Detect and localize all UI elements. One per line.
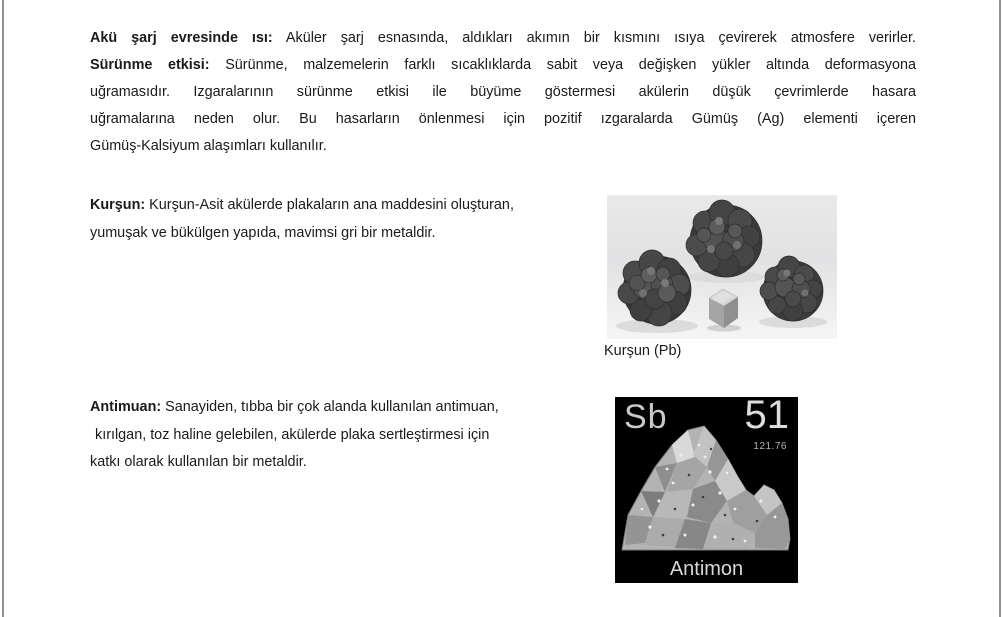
text-line: [90, 449, 610, 477]
text-line: [90, 191, 595, 219]
line-text: Kurşun-Asit akülerde plakaların ana maddesini oluşturan,: [145, 197, 514, 213]
text-line: [90, 394, 610, 422]
text-line: [90, 219, 595, 247]
line-text: uğramasıdır. Izgaralarının sürünme etkisi ile büyüme göstermesi akülerin düşük çevrimlerde hasara: [90, 84, 916, 100]
lead-nodule-cluster-right: [760, 256, 823, 321]
lead-nodules-and-cube-drawing: [607, 195, 837, 339]
page-edge-right: [999, 0, 1001, 617]
line-text: Sanayiden, tıbba bir çok alanda kullanılan antimuan,: [161, 399, 499, 415]
text-line: [90, 25, 916, 52]
line-text: yumuşak ve bükülgen yapıda, mavimsi gri bir metaldir.: [90, 225, 436, 241]
metal-cube: [709, 289, 738, 328]
lead-image-caption: Kurşun (Pb): [604, 343, 682, 359]
paragraph-charge-heat: [90, 25, 916, 160]
element-atomic-mass: 121.76: [753, 441, 787, 452]
line-text: Gümüş-Kalsiyum alaşımları kullanılır.: [90, 138, 327, 154]
paragraph-antimony: [90, 394, 610, 477]
bold-lead: Kurşun:: [90, 197, 146, 213]
element-symbol: Sb: [624, 398, 668, 436]
line-text: katkı olarak kullanılan bir metaldir.: [90, 454, 307, 470]
antimony-element-image: [615, 397, 798, 583]
line-text: kırılgan, toz haline gelebilen, akülerde plaka sertleştirmesi için: [95, 426, 490, 443]
text-line: [90, 52, 916, 79]
lead-nodule-cluster-center: [686, 200, 762, 277]
bold-lead: Sürünme etkisi:: [90, 57, 210, 73]
bold-lead: Akü şarj evresinde ısı:: [90, 30, 273, 46]
page-edge-left: [2, 0, 4, 617]
lead-sample-image: [607, 195, 837, 339]
line-text: Sürünme, malzemelerin farklı sıcaklıklarda sabit veya değişken yükler altında deformasyona: [209, 57, 916, 73]
text-line: [90, 79, 916, 106]
paragraph-lead: [90, 191, 595, 247]
element-name-caption: Antimon: [669, 558, 744, 580]
line-text: Aküler şarj esnasında, aldıkları akımın bir kısmını ısıya çevirerek atmosfere verirler.: [272, 30, 916, 46]
lead-nodule-cluster-left: [618, 250, 691, 326]
line-text: uğramalarına neden olur. Bu hasarların önlenmesi için pozitif ızgaralarda Gümüş (Ag) elementi içeren: [90, 111, 916, 127]
element-atomic-number: 51: [744, 397, 789, 437]
text-line: [90, 422, 610, 450]
text-line: [90, 106, 916, 133]
text-line: [90, 133, 916, 160]
bold-lead: Antimuan:: [90, 399, 162, 415]
